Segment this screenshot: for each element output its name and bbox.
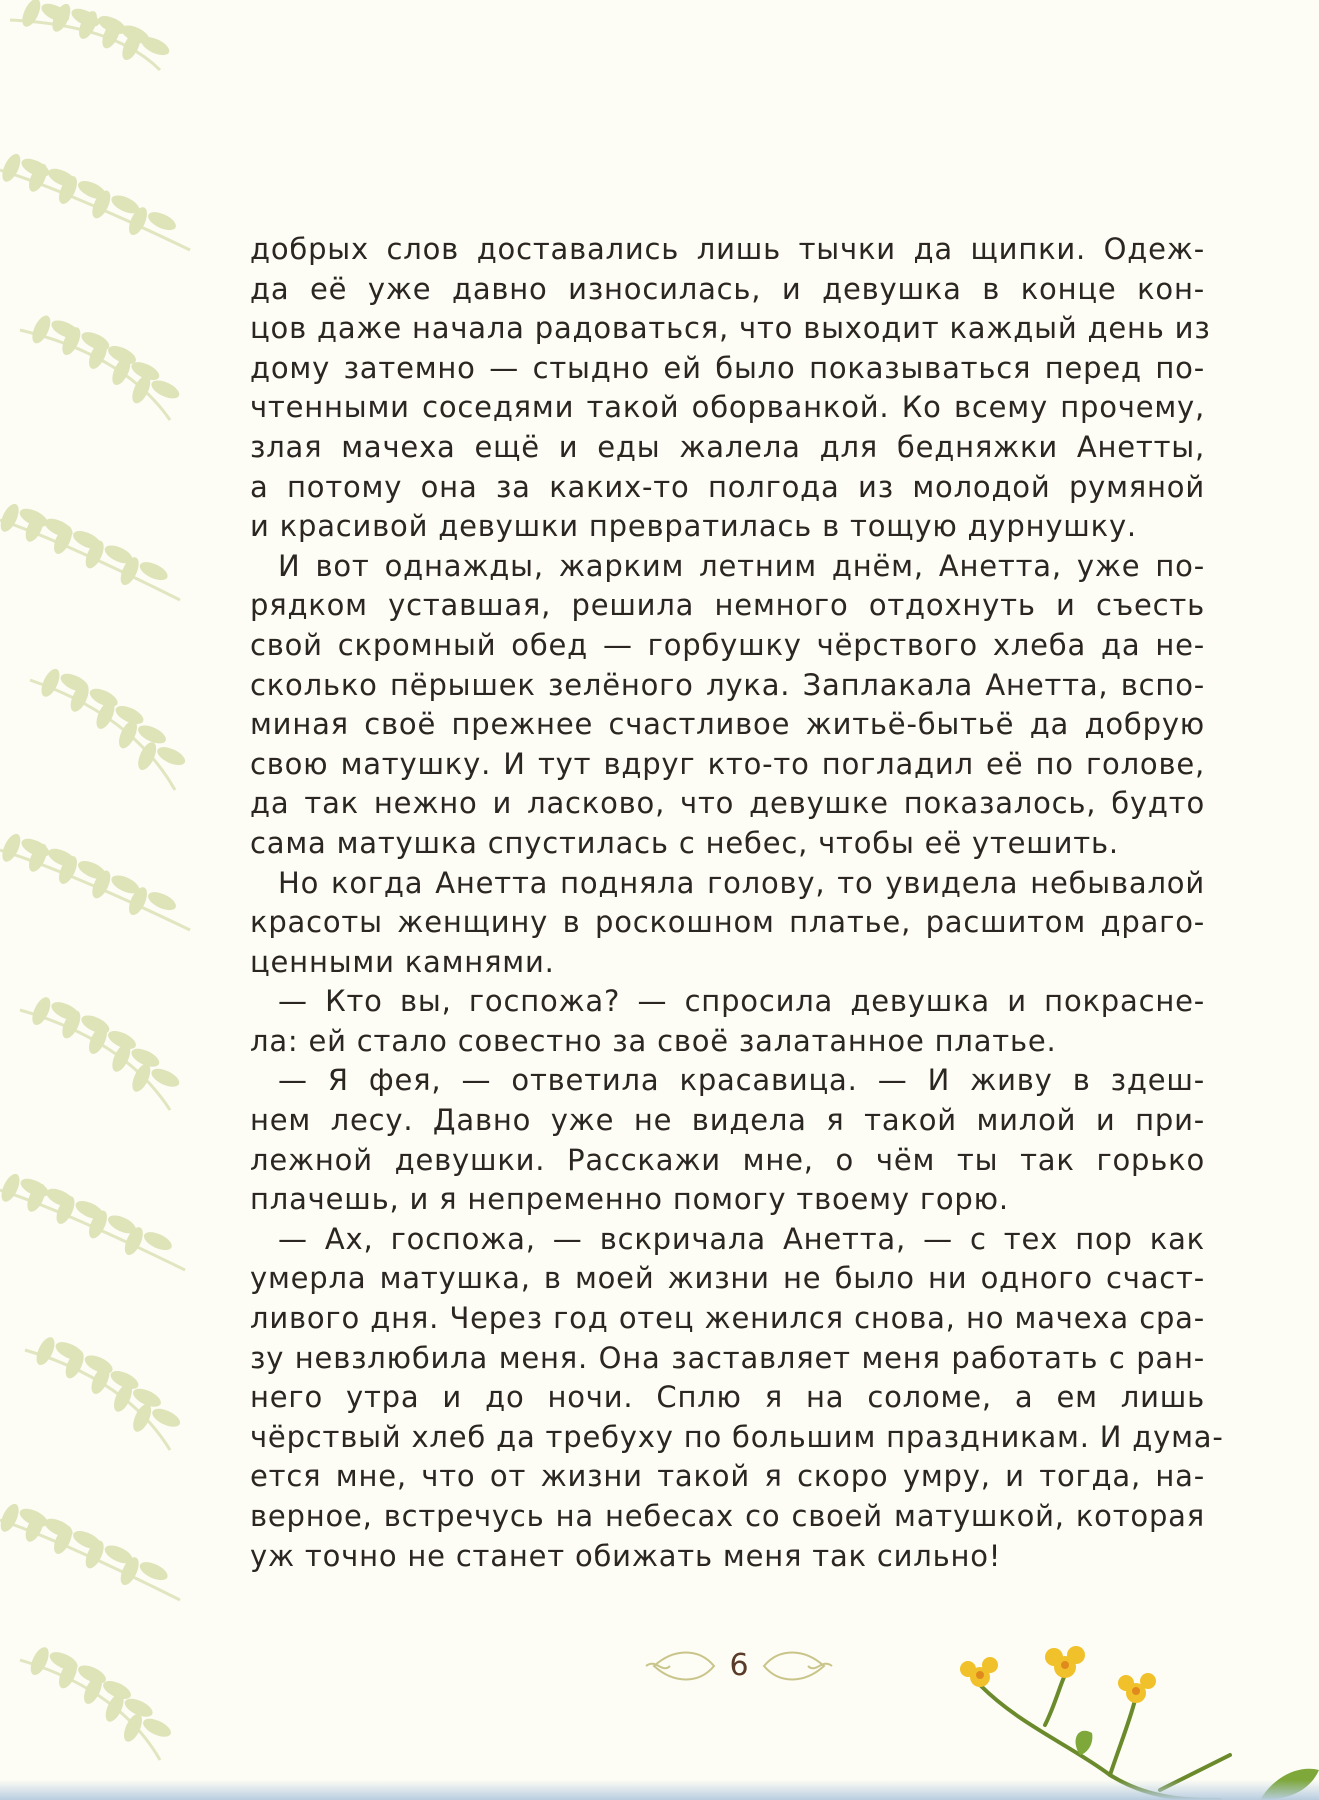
page-number-ornament — [644, 1640, 834, 1692]
text-line: миная своё прежнее счастливое житьё-бытьё да добрую — [250, 707, 1205, 742]
paragraph-start-line: — Ах, госпожа, — вскричала Анетта, — с тех пор как — [278, 1221, 1205, 1256]
text-line: да её уже давно износилась, и девушка в конце кон- — [250, 271, 1205, 306]
text-line: лежной девушки. Расскажи мне, о чём ты так горько — [250, 1142, 1205, 1177]
paragraph-start-line: — Я фея, — ответила красавица. — И живу в здеш- — [278, 1063, 1205, 1098]
paragraph-start-line: И вот однажды, жарким летним днём, Анетта, уже по- — [278, 548, 1205, 583]
text-line: рядком уставшая, решила немного отдохнуть и съесть — [250, 588, 1205, 623]
yellow-flower-sprig — [960, 1625, 1319, 1800]
text-line: да так нежно и ласково, что девушке показалось, будто — [250, 786, 1205, 821]
text-line: уж точно не станет обижать меня так сильно! — [250, 1538, 1002, 1573]
text-line: красоты женщину в роскошном платье, расшитом драго- — [250, 905, 1205, 940]
text-line: свою матушку. И тут вдруг кто-то погладил её по голове, — [250, 746, 1205, 781]
text-line: верное, встречусь на небесах со своей матушкой, которая — [250, 1499, 1205, 1533]
text-line: цов даже начала радоваться, что выходит каждый день из — [250, 311, 1211, 346]
leaf-icon — [0, 151, 24, 184]
text-line: ливого дня. Через год отец женился снова, но мачеха сра- — [250, 1301, 1205, 1336]
text-line: добрых слов доставались лишь тычки да щипки. Одеж- — [250, 232, 1205, 266]
text-line: плачешь, и я непременно помогу твоему горю. — [250, 1182, 1009, 1217]
leaf-icon — [0, 831, 24, 864]
leaf-icon — [29, 313, 54, 346]
story-text — [250, 230, 1224, 1576]
leaf-icon — [19, 0, 44, 29]
text-line: а потому она за каких-то полгода из молодой румяной — [250, 469, 1205, 504]
text-line: умерла матушка, в моей жизни не было ни одного счаст- — [250, 1261, 1205, 1296]
leaf-icon — [0, 1501, 22, 1534]
bottom-color-strip — [0, 1780, 1319, 1800]
leaf-icon — [33, 1335, 58, 1368]
leaf-icon — [29, 995, 54, 1028]
text-line: чтенными соседями такой оборванкой. Ко всему прочему, — [250, 390, 1205, 425]
text-line: чёрствый хлеб да требуху по большим праздникам. И дума- — [250, 1419, 1224, 1454]
paragraph-start-line: — Кто вы, госпожа? — спросила девушка и покрасне- — [278, 984, 1205, 1019]
text-line: сама матушка спустилась с небес, чтобы её утешить. — [250, 825, 1119, 860]
text-line: свой скромный обед — горбушку чёрствого хлеба да не- — [250, 627, 1205, 662]
paragraph-start-line: Но когда Анетта подняла голову, то увидела небывалой — [278, 865, 1205, 900]
leaf-icon — [27, 1645, 52, 1678]
leaf-icon — [0, 1171, 23, 1204]
text-line: злая мачеха ещё и еды жалела для бедняжки Анетты, — [250, 429, 1205, 464]
text-line: ценными камнями. — [250, 944, 555, 979]
leaf-icon — [0, 501, 22, 534]
page-number: 6 — [729, 1648, 749, 1683]
text-line: зу невзлюбила меня. Она заставляет меня работать с ран- — [250, 1340, 1205, 1375]
text-line: него утра и до ночи. Сплю я на соломе, а ем лишь — [250, 1380, 1205, 1415]
text-line: дому затемно — стыдно ей было показываться перед по- — [250, 350, 1205, 385]
text-line: сколько пёрышек зелёного лука. Заплакала Анетта, вспо- — [250, 667, 1205, 702]
text-line: ла: ей стало совестно за своё залатанное платье. — [250, 1023, 1057, 1058]
leaf-vine-border — [0, 0, 220, 1800]
text-line: ется мне, что от жизни такой я скоро умру, и тогда, на- — [250, 1459, 1205, 1494]
text-line: и красивой девушки превратилась в тощую дурнушку. — [250, 509, 1137, 544]
text-line: нем лесу. Давно уже не видела я такой милой и при- — [250, 1103, 1205, 1138]
